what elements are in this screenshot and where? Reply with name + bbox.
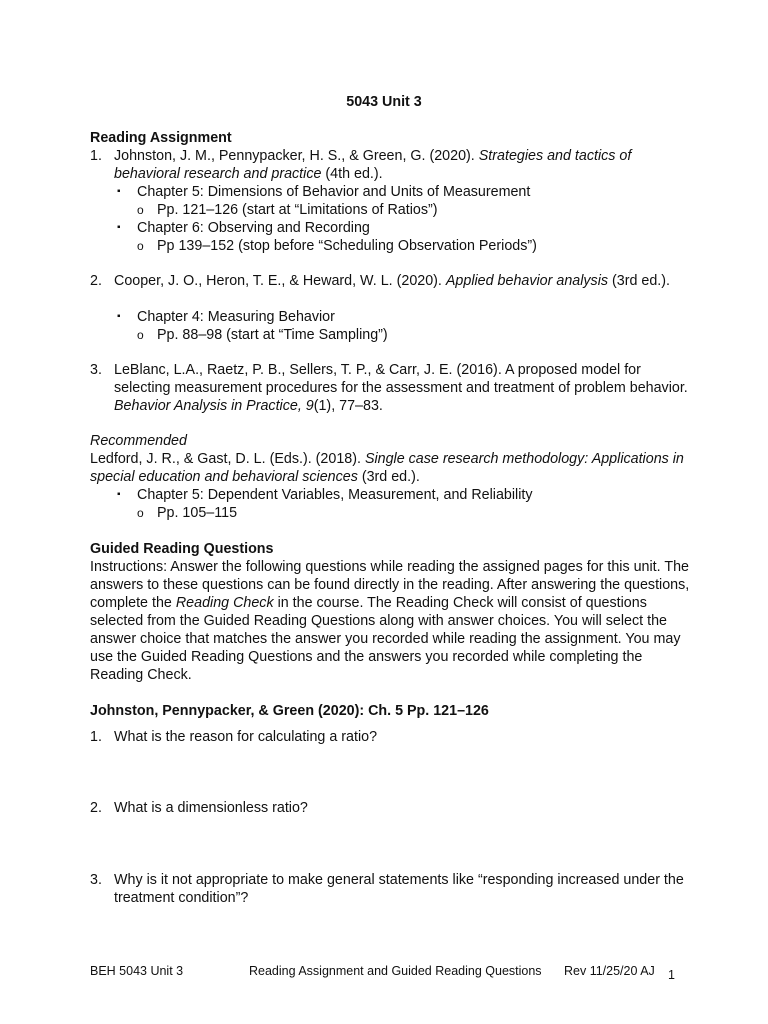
reference-3 bbox=[90, 361, 690, 415]
pages-subbullet: o Pp. 105–115 bbox=[137, 505, 238, 521]
question-number: 2. bbox=[90, 800, 102, 816]
chapter-bullet: ▪ Chapter 6: Observing and Recording bbox=[117, 220, 370, 236]
pages-subbullet: o Pp 139–152 (stop before “Scheduling Observation Periods”) bbox=[137, 238, 537, 254]
reading-assignment-heading: Reading Assignment bbox=[90, 130, 232, 146]
square-bullet-icon: ▪ bbox=[117, 222, 121, 233]
question-1 bbox=[90, 728, 690, 746]
recommended-citation: Ledford, J. R., & Gast, D. L. (Eds.). (2018). Single case research methodology: Applications in special education and behavioral sciences (3rd ed.). bbox=[90, 451, 684, 485]
section-heading: Johnston, Pennypacker, & Green (2020): Ch. 5 Pp. 121–126 bbox=[90, 703, 489, 719]
reference-number: 3. bbox=[90, 362, 102, 378]
circle-bullet-icon: o bbox=[137, 203, 144, 217]
square-bullet-icon: ▪ bbox=[117, 489, 121, 500]
pages-subbullet: o Pp. 88–98 (start at “Time Sampling”) bbox=[137, 327, 388, 343]
reference-number: 1. bbox=[90, 148, 102, 164]
footer-document-title: Reading Assignment and Guided Reading Questions bbox=[249, 964, 542, 978]
square-bullet-icon: ▪ bbox=[117, 311, 121, 322]
question-number: 1. bbox=[90, 729, 102, 745]
circle-bullet-icon: o bbox=[137, 506, 144, 520]
chapter-bullet: ▪ Chapter 5: Dependent Variables, Measurement, and Reliability bbox=[117, 487, 533, 503]
circle-bullet-icon: o bbox=[137, 328, 144, 342]
reference-citation: Johnston, J. M., Pennypacker, H. S., & Green, G. (2020). Strategies and tactics of behavioral research and practice (4th ed.). bbox=[114, 148, 632, 182]
question-3 bbox=[90, 871, 690, 907]
guided-reading-instructions: Instructions: Answer the following questions while reading the assigned pages for this unit. The answers to these questions can be found directly in the reading. After answering the questions, complete the Reading Check in the course. The Reading Check will consist of questions selected from the Guided Reading Questions along with answer choices. You will select the answer choice that matches the answer you recorded while reading the assignment. You may use the Guided Reading Questions and the answers you recorded while completing the Reading Check. bbox=[90, 559, 690, 683]
question-text: Why is it not appropriate to make general statements like “responding increased under the treatment condition”? bbox=[114, 872, 684, 906]
chapter-bullet: ▪ Chapter 4: Measuring Behavior bbox=[117, 309, 335, 325]
footer-revision: Rev 11/25/20 AJ bbox=[564, 964, 655, 978]
pages-subbullet: o Pp. 121–126 (start at “Limitations of Ratios”) bbox=[137, 202, 438, 218]
question-text: What is a dimensionless ratio? bbox=[114, 800, 308, 816]
chapter-bullet: ▪ Chapter 5: Dimensions of Behavior and Units of Measurement bbox=[117, 184, 531, 200]
page-number: 1 bbox=[668, 968, 675, 982]
question-text: What is the reason for calculating a ratio? bbox=[114, 729, 378, 745]
recommended-label: Recommended bbox=[90, 433, 187, 449]
circle-bullet-icon: o bbox=[137, 239, 144, 253]
reference-1 bbox=[90, 147, 690, 183]
question-2 bbox=[90, 799, 690, 817]
reference-2 bbox=[90, 272, 690, 290]
guided-reading-heading: Guided Reading Questions bbox=[90, 541, 274, 557]
square-bullet-icon: ▪ bbox=[117, 186, 121, 197]
reference-number: 2. bbox=[90, 273, 102, 289]
reference-citation: LeBlanc, L.A., Raetz, P. B., Sellers, T. P., & Carr, J. E. (2016). A proposed model for selecting measurement procedures for the assessment and treatment of problem behavior. Behavior Analysis in Practice, 9(1), 77–83. bbox=[114, 362, 688, 414]
reference-citation: Cooper, J. O., Heron, T. E., & Heward, W. L. (2020). Applied behavior analysis (3rd ed.). bbox=[114, 273, 671, 289]
footer-course: BEH 5043 Unit 3 bbox=[90, 964, 184, 978]
question-number: 3. bbox=[90, 872, 102, 888]
document-title: 5043 Unit 3 bbox=[346, 94, 422, 110]
